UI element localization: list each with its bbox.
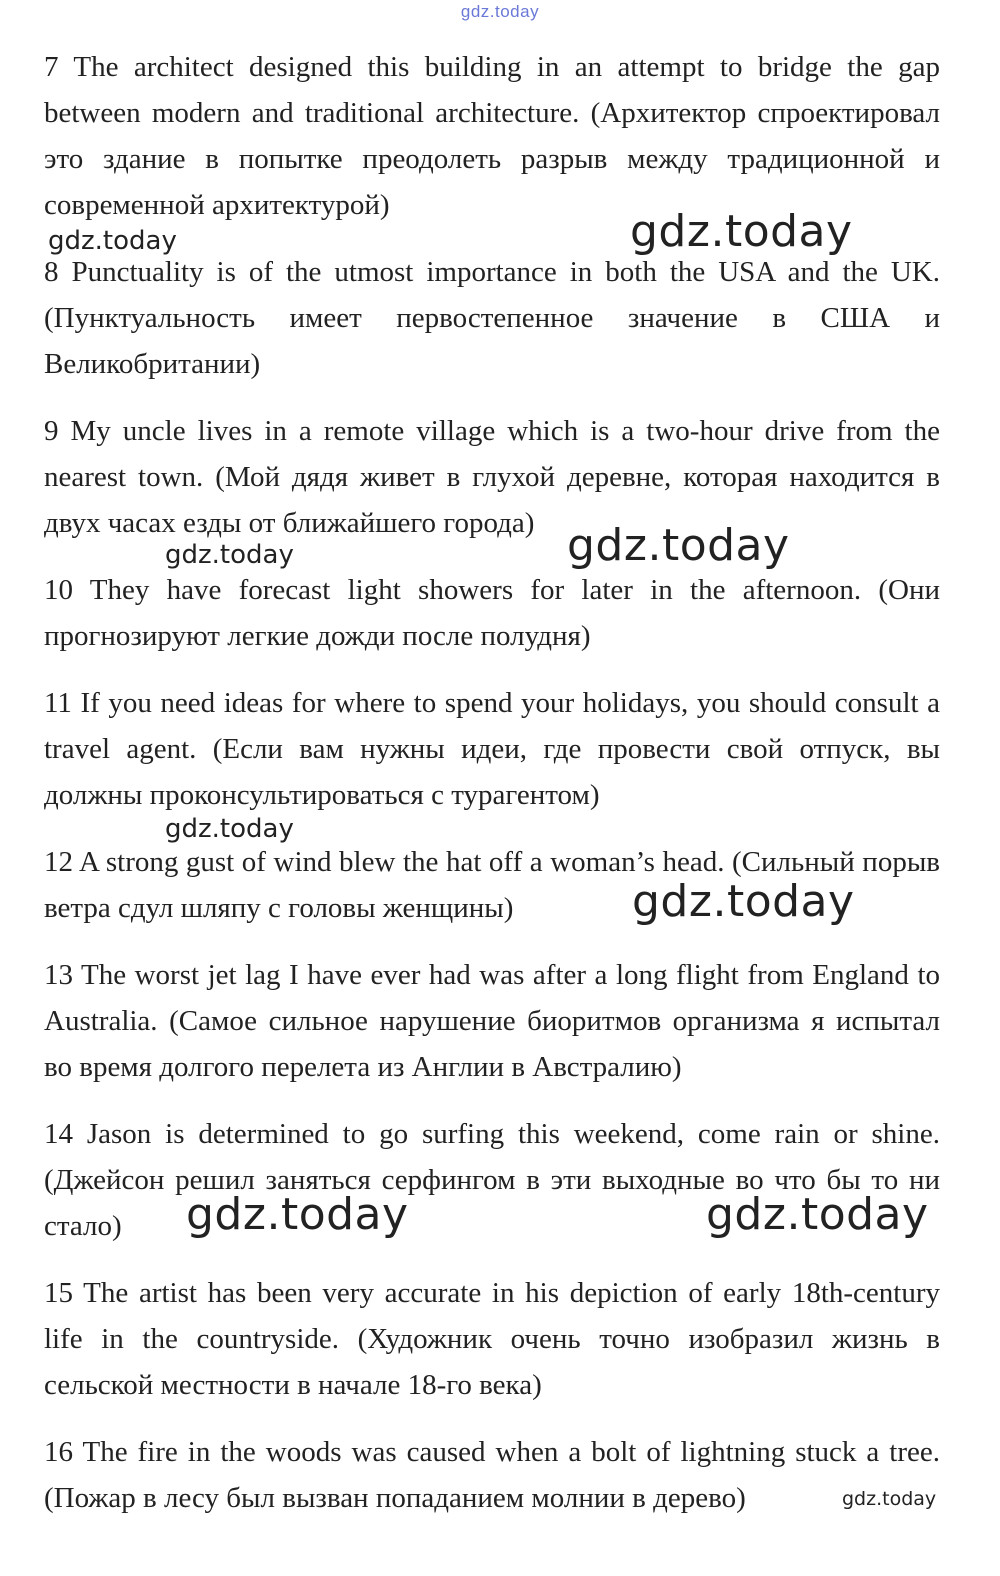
entry-14: 14 Jason is determined to go surfing this weekend, come rain or shine. (Джейсон решил заняться серфингом в эти выходные во что бы то ни стало) (44, 1118, 940, 1242)
watermark: gdz.today (567, 520, 790, 571)
entry-13: 13 The worst jet lag I have ever had was after a long flight from England to Australia. (Самое сильное нарушение биоритмов организма я испытал во время долгого перелета из Англии в Австралию) (44, 959, 940, 1083)
watermark: gdz.today (706, 1189, 929, 1240)
entry-15: 15 The artist has been very accurate in his depiction of early 18th-century life in the countryside. (Художник очень точно изобразил жизнь в сельской местности в начале 18-го века) (44, 1277, 940, 1401)
entry-9: 9 My uncle lives in a remote village which is a two-hour drive from the nearest town. (Мой дядя живет в глухой деревне, которая находится в двух часах езды от ближайшего города) (44, 415, 940, 539)
entry-16: 16 The fire in the woods was caused when a bolt of lightning stuck a tree. (Пожар в лесу был вызван попаданием молнии в дерево) (44, 1436, 940, 1514)
entry-8: 8 Punctuality is of the utmost importance in both the USA and the UK. (Пунктуальность имеет первостепенное значение в США и Великобритании) (44, 256, 940, 380)
entry-10: 10 They have forecast light showers for later in the afternoon. (Они прогнозируют легкие дожди после полудня) (44, 574, 940, 652)
watermark: gdz.today (630, 206, 853, 257)
watermark: gdz.today (842, 1488, 937, 1510)
watermark: gdz.today (165, 540, 294, 570)
entry-12: 12 A strong gust of wind blew the hat off a woman’s head. (Сильный порыв ветра сдул шляпу с головы женщины) (44, 846, 940, 924)
entry-7: 7 The architect designed this building in an attempt to bridge the gap between modern and traditional architecture. (Архитектор спроектировал это здание в попытке преодолеть разрыв между традиционной и современной архитектурой) (44, 51, 940, 221)
watermark: gdz.today (48, 226, 177, 256)
watermark: gdz.today (165, 814, 294, 844)
watermark: gdz.today (186, 1189, 409, 1240)
entry-11: 11 If you need ideas for where to spend your holidays, you should consult a travel agent. (Если вам нужны идеи, где провести свой отпуск, вы должны проконсультироваться с турагентом) (44, 687, 940, 811)
watermark: gdz.today (632, 876, 855, 927)
header-watermark: gdz.today (460, 2, 540, 21)
